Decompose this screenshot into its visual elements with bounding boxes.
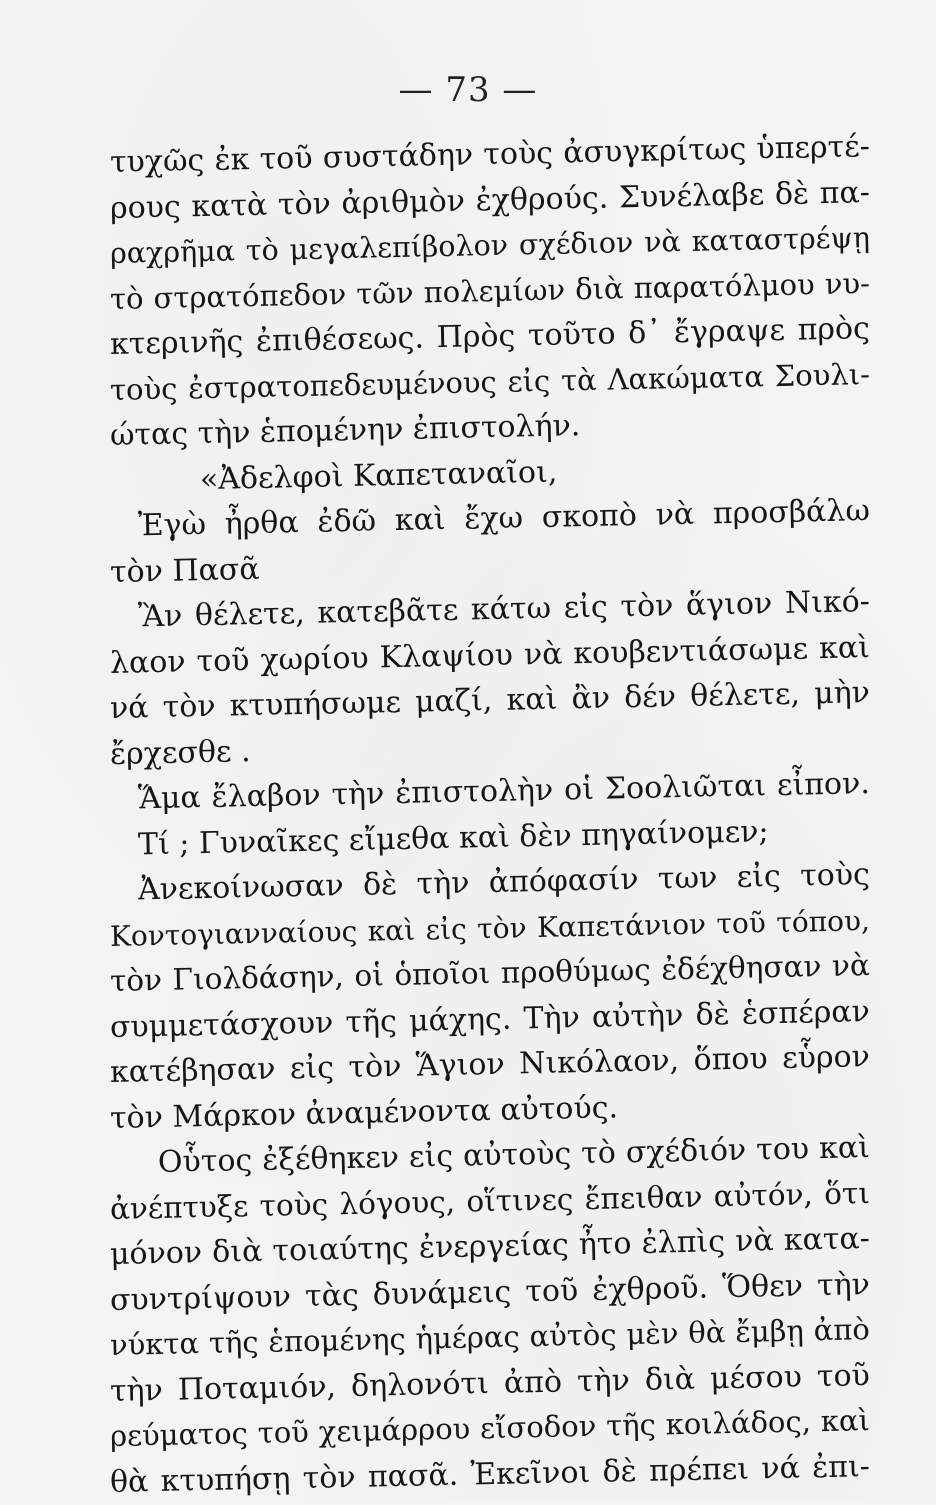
letter-salutation: «Ἀδελφοὶ Καπεταναῖοι, bbox=[199, 454, 558, 497]
page-number: — 73 — bbox=[398, 70, 538, 110]
text-line: τὸν Μάρκον ἀναμένοντα αὐτούς. bbox=[109, 1089, 619, 1136]
text-line: Οὗτος ἐξέθηκεν εἰς αὐτοὺς τὸ σχέδιόν του καὶ bbox=[157, 1130, 871, 1180]
text-line: ρους κατὰ τὸν ἀριθμὸν ἐχθρούς. Συνέλαβε δὲ πα- bbox=[109, 174, 871, 226]
text-line: ἀνέπτυξε τοὺς λόγους, οἵτινες ἔπειθαν αὐτόν, ὅτι bbox=[109, 1175, 871, 1226]
text-line: τὴν Ποταμιόν, δηλονότι ἀπὸ τὴν διὰ μέσου τοῦ bbox=[109, 1357, 871, 1409]
text-line: τὸν Πασᾶ bbox=[109, 551, 260, 590]
text-line: ρεύματος τοῦ χειμάρρου εἴσοδον τῆς κοιλάδος, καὶ bbox=[109, 1403, 871, 1453]
text-line: τυχῶς ἐκ τοῦ συστάδην τοὺς ἀσυγκρίτως ὑπερτέ- bbox=[109, 129, 871, 180]
text-line: λαον τοῦ χωρίου Κλαψίου νὰ κουβεντιάσωμε καὶ bbox=[109, 629, 871, 681]
body-text bbox=[109, 129, 871, 1505]
text-line: ραχρῆμα τὸ μεγαλεπίβολον σχέδιον νὰ καταστρέψῃ bbox=[109, 221, 871, 270]
text-line: ώτας τὴν ἑπομένην ἐπιστολήν. bbox=[109, 408, 581, 453]
text-line: κτερινῆς ἐπιθέσεως. Πρὸς τοῦτο δ᾿ ἔγραψε πρὸς bbox=[109, 311, 871, 362]
text-line: Ἅμα ἔλαβον τὴν ἐπιστολὴν οἱ Σοολιῶται εἶπον. bbox=[137, 766, 871, 817]
text-line: Ἀνεκοίνωσαν δὲ τὴν ἀπόφασίν των εἰς τοὺς bbox=[137, 857, 871, 908]
text-line: συντρίψουν τὰς δυνάμεις τοῦ ἐχθροῦ. Ὅθεν τὴν bbox=[109, 1266, 871, 1318]
text-line: συμμετάσχουν τῆς μάχης. Τὴν αὐτὴν δὲ ἑσπέραν bbox=[109, 993, 871, 1045]
text-line: θὰ κτυπήσῃ τὸν πασᾶ. Ἐκεῖνοι δὲ πρέπει νά ἐπι- bbox=[109, 1448, 871, 1500]
text-line: Ἂν θέλετε, κατεβᾶτε κάτω εἰς τὸν ἅγιον Νικό- bbox=[137, 584, 871, 635]
text-line: τοὺς ἐστρατοπεδευμένους εἰς τὰ Λακώματα Σουλι- bbox=[109, 356, 871, 407]
text-line: τὸν Γιολδάσην, οἱ ὁποῖοι προθύμως ἐδέχθησαν νὰ bbox=[109, 948, 871, 998]
text-line: Κοντογιανναίους καὶ εἰς τὸν Καπετάνιον τοῦ τόπου, bbox=[109, 903, 871, 953]
text-line: νύκτα τῆς ἑπομένης ἡμέρας αὐτὸς μὲν θὰ ἔμβῃ ἀπὸ bbox=[109, 1312, 871, 1362]
text-line: Ἐγὼ ἦρθα ἐδῶ καὶ ἔχω σκοπὸ νὰ προσβάλω bbox=[137, 493, 871, 544]
text-line: κατέβησαν εἰς τὸν Ἅγιον Νικόλαον, ὅπου εὗρον bbox=[109, 1039, 871, 1090]
text-line: τὸ στρατόπεδον τῶν πολεμίων διὰ παρατόλμου νυ- bbox=[109, 265, 871, 316]
text-line: ἔρχεσθε . bbox=[109, 733, 251, 772]
text-line: νά τὸν κτυπήσωμε μαζί, καὶ ἂν δέν θέλετε, μὴν bbox=[109, 675, 871, 726]
text-line: Τί ; Γυναῖκες εἴμεθα καὶ δὲν πηγαίνομεν; bbox=[137, 813, 769, 862]
text-line: μόνον διὰ τοιαύτης ἐνεργείας ἦτο ἐλπὶς νὰ κατα- bbox=[109, 1221, 871, 1272]
